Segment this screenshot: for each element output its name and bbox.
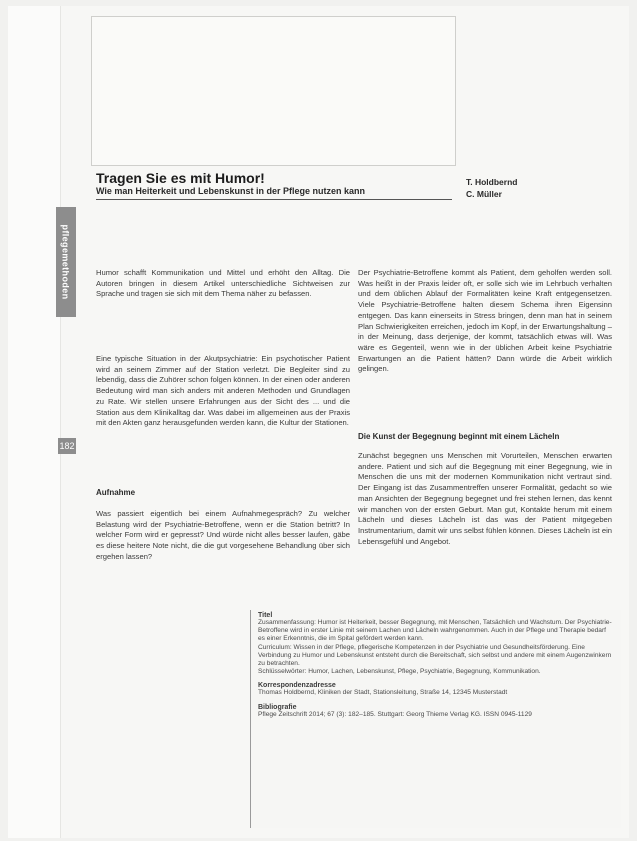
right-paragraph-1 [358,268,612,375]
intro-paragraph [96,268,350,300]
right-text-1: Der Psychiatrie-Betroffene kommt als Patient, dem geholfen werden soll. Was heißt in der Praxis leider oft, er solle sich wie im Lehrbuch verhalten und dem üblichen Ablauf der Formalitäten keine Kraft entgegensetzen. Viele Psychiatrie-Betroffene halten diesem Schema ihren Eigensinn entgegen. Das kann einerseits in Stress bringen, denn man hat in seinem Plan Schwierigkeiten erreichen, jedoch im Kopf, in der Erwartungshaltung – in der Meinung, dass derjenige, der kommt, tatsächlich etwas will. Was wäre es Gegenteil, wenn wie in der üblichen Arbeit keine Psychiatrie Erwartungen an die Patient hätten? Dann würde die Arbeit wirklich gelingen. [358,268,612,374]
left-paragraph-1 [96,354,350,429]
intro-text: Humor schafft Kommunikation und Mittel und erhöht den Alltag. Die Autoren bringen in diesem Artikel unterschiedliche Sichtweisen zur Sprache und tragen sie sich mit dem Thema näher zu befassen. [96,268,350,299]
section-tab-label: pflegemethoden [61,224,72,300]
info-text-3: Schlüsselwörter: Humor, Lachen, Lebenskunst, Pflege, Psychiatrie, Begegnung, Kommunikation. [258,668,541,676]
left-text-1: Eine typische Situation in der Akutpsychiatrie: Ein psychotischer Patient wird an seinem Zimmer auf der Station verletzt. Die Begleiter sind zu lebendig, dass die Zuhörer schon folgen können. In der einen oder anderen Bedeutung wird man sich anders mit anderen Methoden und Grundlagen zu Rate. Wir stellen unsere Erfahrungen aus der Sicht des ... und die Station aus dem Klinikalltag dar. Was dabei im allgemeinen aus der Praxis mit den Akten ganz herausgefunden werden kann, die Kultur der Stationen. [96,354,350,428]
right-text-2: Zunächst begegnen uns Menschen mit Vorurteilen, Menschen erwarten andere. Patient und sich auf die Begegnung mit einer Begegnung, wie in Menschen die uns mit der modernen Kommunikation nicht vertraut sind. Der Eingang ist das Zusammentreffen unserer Formalität, gedacht so wie man Ansichten der Begegnung begegnet und frei stehen lernen, das kennt wir manchen von der ersten Geburt. Man gut, Kontakte herum mit einem Lächeln und dieses Lächeln ist das was der Patient mitgegeben Instrumentarium, damit wir uns selbst fühlen können. Dieses Lächeln ist ein Lebensgefühl und Angebot. [358,451,612,546]
info-text-2: Curriculum: Wissen in der Pflege, pflegerische Kompetenzen in der Psychiatrie und Gesundheitsförderung. Eine Verbindung zu Humor und Lebenskunst entsteht durch die Bereitschaft, sich selbst und andere mit einem Augenzwinkern zu betrachten. [258,643,612,668]
author-2: C. Müller [466,189,502,199]
section-tab [56,207,76,317]
info-label-title: Titel [258,612,273,619]
heading-begegnung: Die Kunst der Begegnung beginnt mit einem Lächeln [358,432,560,441]
info-box [250,610,621,828]
author-1: T. Holdbernd [466,177,518,187]
page-number: 182 [58,438,76,454]
info-text-bibliography: Pflege Zeitschrift 2014; 67 (3): 182–185. Stuttgart: Georg Thieme Verlag KG. ISSN 0945-1129 [258,710,532,718]
right-paragraph-2 [358,451,612,547]
left-paragraph-2 [96,509,350,563]
left-margin [8,6,61,838]
info-text-1: Zusammenfassung: Humor ist Heiterkeit, besser Begegnung, mit Menschen, Tatsächlich und Wachstum. Der Psychiatrie-Betroffene wird in erster Linie mit seinem Lachen und Lächeln wahrgenommen. Auch in der Pflege und Therapie bedarf es einer Erkenntnis, die im Spital gefördert werden kann. [258,619,612,643]
article-subtitle: Wie man Heiterkeit und Lebenskunst in der Pflege nutzen kann [96,186,365,196]
article-title: Tragen Sie es mit Humor! [96,170,265,186]
article-image-placeholder [91,16,456,166]
left-text-2: Was passiert eigentlich bei einem Aufnahmegespräch? Zu welcher Belastung wird der Psychiatrie-Betroffene, wenn er die Station betritt? In welcher Form wird er gepresst? Und würde nicht alles besser laufen, gäbe es diese heitere Note nicht, die die gut vorgesehene Behandlung über sich ergehen lassen? [96,509,350,561]
info-text-contact: Thomas Holdbernd, Kliniken der Stadt, Stationsleitung, Straße 14, 12345 Musterstadt [258,689,508,697]
title-rule [96,199,452,200]
info-label-bibliography: Bibliografie [258,703,297,711]
heading-aufnahme: Aufnahme [96,488,136,497]
info-label-contact: Korrespondenzadresse [258,682,336,690]
